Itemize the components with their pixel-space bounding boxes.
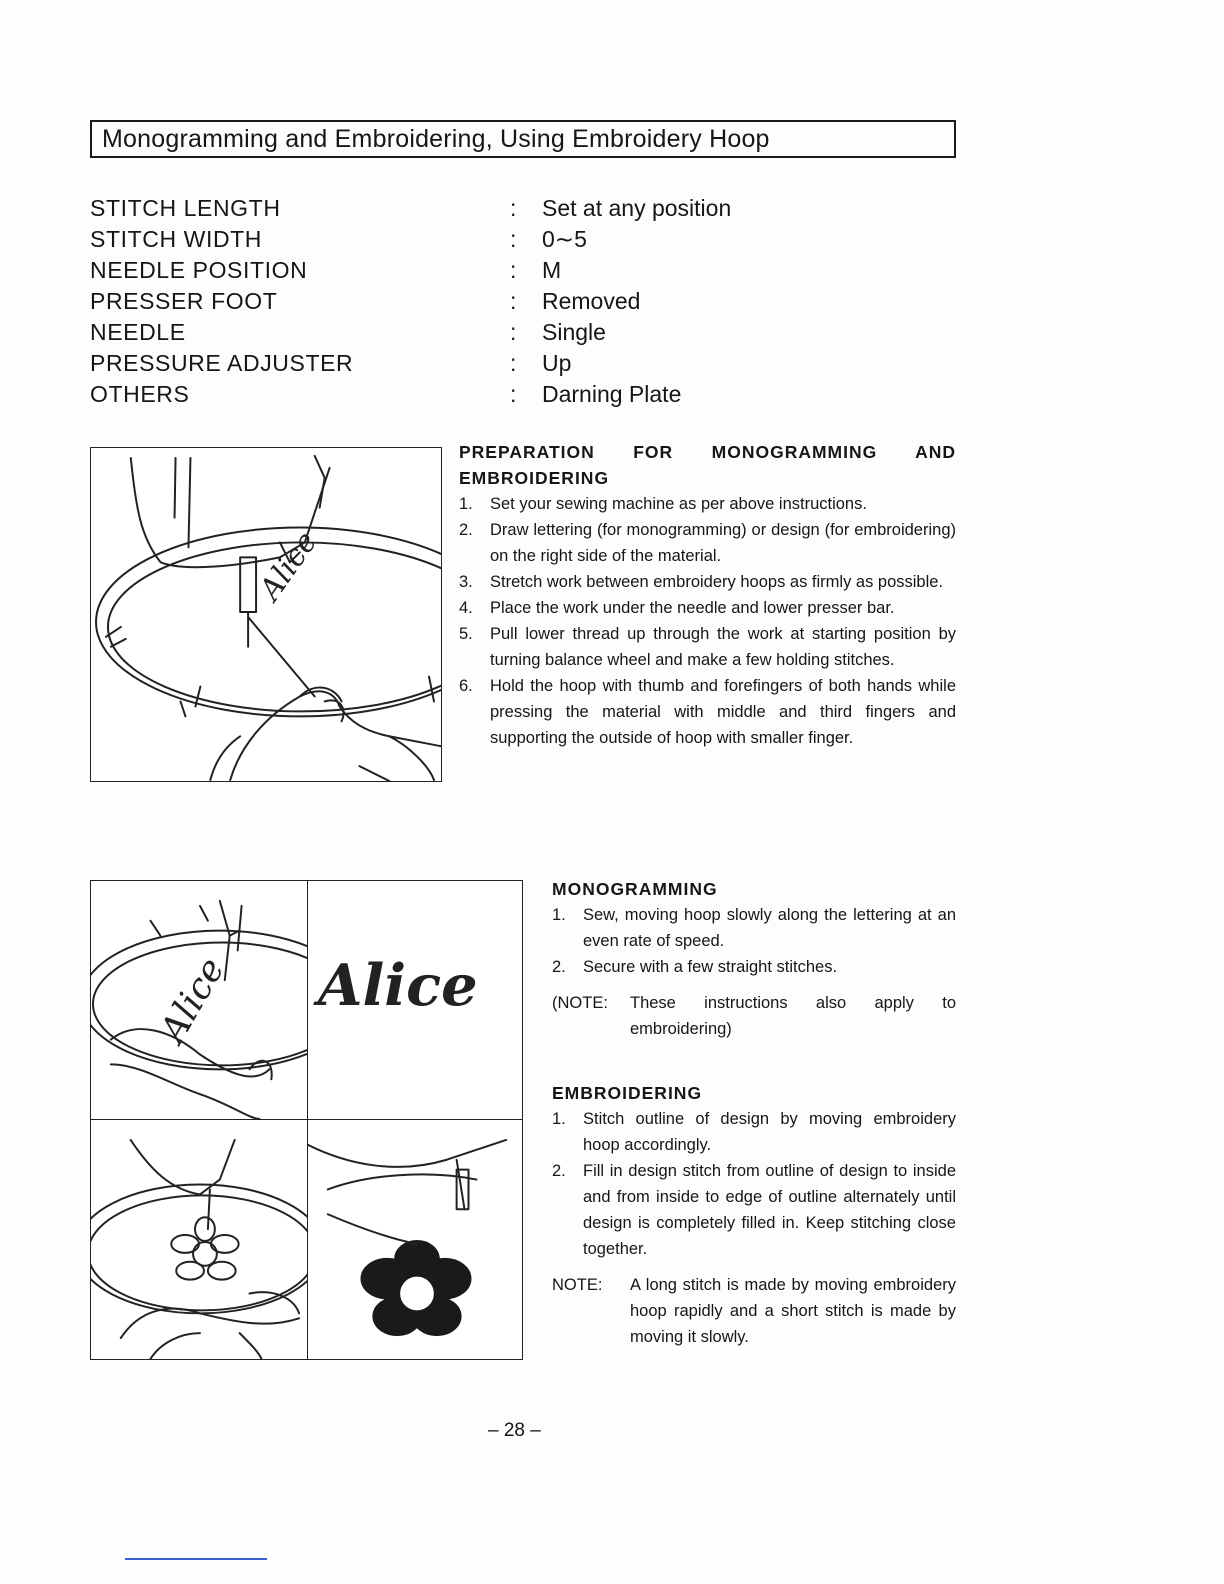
step-number: 4. bbox=[459, 599, 473, 617]
step-number: 5. bbox=[459, 625, 473, 643]
embroidery-sample-figure bbox=[307, 1119, 523, 1360]
step-number: 2. bbox=[459, 521, 473, 539]
list-item bbox=[459, 517, 956, 569]
step-text: Sew, moving hoop slowly along the lettering at an even rate of speed. bbox=[583, 906, 956, 950]
setting-label: PRESSURE ADJUSTER bbox=[90, 350, 354, 376]
hoop-lettering: Alice bbox=[252, 525, 325, 607]
step-text: Hold the hoop with thumb and forefingers of both hands while pressing the material with middle and third fingers and supporting the outside of hoop with smaller finger. bbox=[490, 677, 956, 747]
step-text: Stitch outline of design by moving embroidery hoop accordingly. bbox=[583, 1110, 956, 1154]
list-item bbox=[459, 569, 956, 595]
scan-line-divider bbox=[125, 1558, 267, 1560]
monogram-lettering: Alice bbox=[152, 950, 233, 1050]
list-item bbox=[552, 1106, 956, 1158]
setting-label: PRESSER FOOT bbox=[90, 288, 278, 314]
step-text: Secure with a few straight stitches. bbox=[583, 958, 838, 976]
setting-separator: : bbox=[510, 350, 517, 376]
page-number: – 28 – bbox=[488, 1420, 541, 1441]
list-item bbox=[552, 902, 956, 954]
preparation-heading-cont: EMBROIDERING bbox=[459, 468, 610, 488]
setting-separator: : bbox=[510, 195, 517, 221]
list-item bbox=[459, 673, 956, 751]
setting-separator: : bbox=[510, 257, 517, 283]
setting-value: M bbox=[542, 257, 562, 283]
setting-value: Removed bbox=[542, 288, 641, 314]
setting-row bbox=[90, 255, 790, 286]
setting-row bbox=[90, 224, 790, 255]
list-item bbox=[459, 491, 956, 517]
note-text: A long stitch is made by moving embroidery hoop rapidly and a short stitch is made by moving it slowly. bbox=[630, 1276, 956, 1346]
step-number: 1. bbox=[459, 495, 473, 513]
preparation-section bbox=[459, 439, 956, 751]
monogram-sewing-figure bbox=[90, 880, 308, 1120]
step-text: Draw lettering (for monogramming) or design (for embroidering) on the right side of the material. bbox=[490, 521, 956, 565]
step-number: 6. bbox=[459, 677, 473, 695]
embroidering-heading: EMBROIDERING bbox=[552, 1083, 703, 1103]
note-label: (NOTE: bbox=[552, 994, 608, 1012]
setting-separator: : bbox=[510, 226, 517, 252]
setting-value: Darning Plate bbox=[542, 381, 682, 407]
setting-label: STITCH WIDTH bbox=[90, 226, 263, 252]
preparation-heading: PREPARATION FOR MONOGRAMMING AND bbox=[459, 442, 956, 462]
setting-row bbox=[90, 317, 790, 348]
step-number: 3. bbox=[459, 573, 473, 591]
setting-label: NEEDLE POSITION bbox=[90, 257, 308, 283]
setting-value: Set at any position bbox=[542, 195, 732, 221]
embroidering-note bbox=[552, 1272, 956, 1350]
monogramming-heading: MONOGRAMMING bbox=[552, 879, 718, 899]
setting-separator: : bbox=[510, 381, 517, 407]
step-text: Stretch work between embroidery hoops as firmly as possible. bbox=[490, 573, 944, 591]
setting-value: Single bbox=[542, 319, 606, 345]
settings-table bbox=[90, 193, 790, 410]
embroidery-sewing-figure bbox=[90, 1119, 308, 1360]
sample-lettering: Alice bbox=[317, 950, 478, 1019]
setting-value: 0∼5 bbox=[542, 226, 587, 252]
step-number: 1. bbox=[552, 1110, 566, 1128]
setting-label: STITCH LENGTH bbox=[90, 195, 281, 221]
instructions-section bbox=[552, 876, 956, 1350]
setting-row bbox=[90, 286, 790, 317]
list-item bbox=[552, 1158, 956, 1262]
list-item bbox=[552, 954, 956, 980]
setting-row bbox=[90, 348, 790, 379]
note-label: NOTE: bbox=[552, 1276, 603, 1294]
embroidery-steps-illustration bbox=[90, 880, 523, 1360]
setting-row bbox=[90, 193, 790, 224]
step-number: 2. bbox=[552, 1162, 566, 1180]
step-text: Pull lower thread up through the work at starting position by turning balance wheel and make a few holding stitches. bbox=[490, 625, 956, 669]
monogramming-note bbox=[552, 990, 956, 1042]
monogram-sample-figure bbox=[307, 880, 523, 1120]
setting-separator: : bbox=[510, 288, 517, 314]
step-text: Set your sewing machine as per above instructions. bbox=[490, 495, 867, 513]
hoop-setup-illustration bbox=[90, 447, 442, 782]
setting-value: Up bbox=[542, 350, 572, 376]
setting-separator: : bbox=[510, 319, 517, 345]
list-item bbox=[459, 621, 956, 673]
step-text: Fill in design stitch from outline of design to inside and from inside to edge of outline alternately until design is completely filled in. Keep stitching close together. bbox=[583, 1162, 956, 1258]
setting-row bbox=[90, 379, 790, 410]
note-text: These instructions also apply to embroidering) bbox=[630, 994, 956, 1038]
setting-label: OTHERS bbox=[90, 381, 190, 407]
list-item bbox=[459, 595, 956, 621]
step-number: 2. bbox=[552, 958, 566, 976]
page-title: Monogramming and Embroidering, Using Embroidery Hoop bbox=[90, 120, 956, 158]
step-number: 1. bbox=[552, 906, 566, 924]
setting-label: NEEDLE bbox=[90, 319, 186, 345]
step-text: Place the work under the needle and lower presser bar. bbox=[490, 599, 895, 617]
